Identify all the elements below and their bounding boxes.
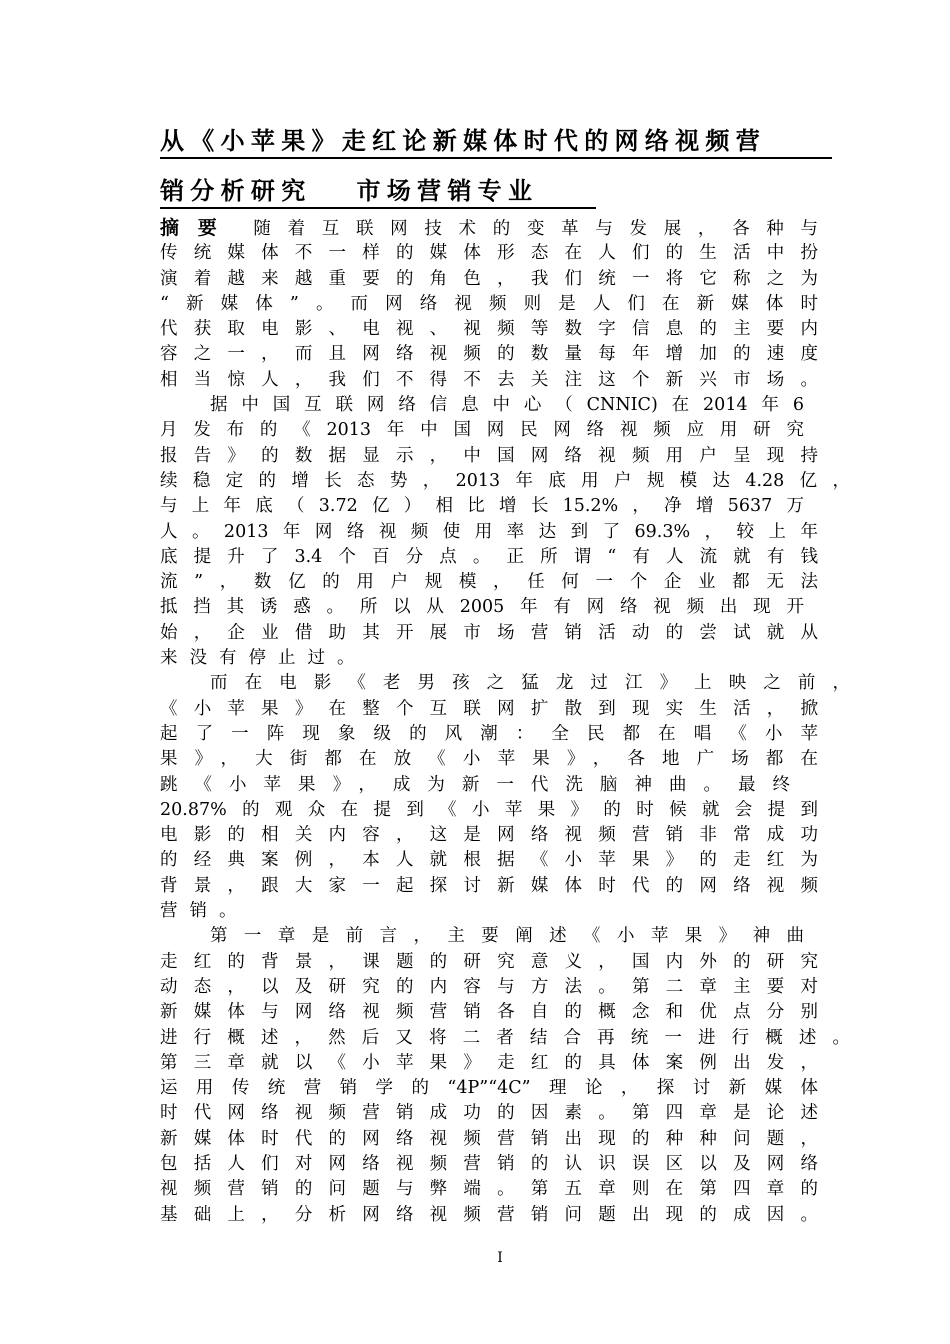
abstract-line: 人。2013年网络视频使用率达到了69.3%，较上年 xyxy=(160,521,818,542)
abstract-line: 营销。 xyxy=(160,901,249,922)
abstract-line: 代获取电影、电视、视频等数字信息的主要内 xyxy=(160,319,818,340)
abstract-line: 底提升了3.4个百分点。正所谓“有人流就有钱 xyxy=(160,546,818,567)
abstract-line: 抵挡其诱惑。所以从2005年有网络视频出现开 xyxy=(160,597,804,618)
abstract-line: 时代网络视频营销成功的因素。第四章是论述 xyxy=(160,1103,818,1124)
abstract-line: 续稳定的增长态势，2013年底用户规模达4.28亿， xyxy=(160,470,850,491)
abstract-line: 与上年底（3.72亿）相比增长15.2%，净增5637万 xyxy=(160,496,804,517)
abstract-line: 传统媒体不一样的媒体形态在人们的生活中扮 xyxy=(160,243,818,264)
abstract-line: 摘要 随着互联网技术的变革与发展，各种与 xyxy=(160,217,818,239)
abstract-label: 摘要 xyxy=(160,217,236,239)
abstract-line: 第一章是前言，主要阐述《小苹果》神曲 xyxy=(210,926,804,947)
abstract-line: 包括人们对网络视频营销的认识误区以及网络 xyxy=(160,1153,818,1174)
abstract-line: 据中国互联网络信息中心（CNNIC)在2014年6 xyxy=(210,395,804,416)
abstract-line: “新媒体”。而网络视频则是人们在新媒体时 xyxy=(160,293,818,314)
abstract-line: 月发布的《2013年中国网民网络视频应用研究 xyxy=(160,420,804,441)
abstract-line: 容之一，而且网络视频的数量每年增加的速度 xyxy=(160,344,818,365)
abstract-line: 视频营销的问题与弊端。第五章则在第四章的 xyxy=(160,1179,818,1200)
title-line-2: 销分析研究 市场营销专业 xyxy=(160,176,596,209)
abstract-line: 起了一阵现象级的风潮：全民都在唱《小苹 xyxy=(160,723,818,744)
abstract-line: 运用传统营销学的“4P”“4C”理论，探讨新媒体 xyxy=(160,1078,818,1099)
abstract-line: 基础上，分析网络视频营销问题出现的成因。 xyxy=(160,1204,818,1225)
abstract-line: 报告》的数据显示，中国网络视频用户呈现持 xyxy=(160,445,818,466)
abstract-line: 果》，大街都在放《小苹果》，各地广场都在 xyxy=(160,749,818,770)
abstract-line: 而在电影《老男孩之猛龙过江》上映之前， xyxy=(210,673,850,694)
abstract-line: 走红的背景，课题的研究意义，国内外的研究 xyxy=(160,951,818,972)
abstract-line: 的经典案例，本人就根据《小苹果》的走红为 xyxy=(160,850,818,871)
abstract-line: 始，企业借助其开展市场营销活动的尝试就从 xyxy=(160,622,818,643)
abstract-line: 电影的相关内容，这是网络视频营销非常成功 xyxy=(160,825,818,846)
abstract-line: 新媒体时代的网络视频营销出现的种种问题， xyxy=(160,1128,818,1149)
title-line-1: 从《小苹果》走红论新媒体时代的网络视频营 xyxy=(160,126,832,159)
abstract-line: 相当惊人，我们不得不去关注这个新兴市场。 xyxy=(160,369,818,390)
abstract-line: 新媒体与网络视频营销各自的概念和优点分别 xyxy=(160,1002,818,1023)
abstract-line: 来没有停止过。 xyxy=(160,648,367,669)
abstract-line: 动态，以及研究的内容与方法。第二章主要对 xyxy=(160,976,818,997)
abstract-line: 跳《小苹果》，成为新一代洗脑神曲。最终 xyxy=(160,774,790,795)
abstract-line: 《小苹果》在整个互联网扩散到现实生活，掀 xyxy=(160,698,818,719)
abstract-line: 第三章就以《小苹果》走红的具体案例出发， xyxy=(160,1052,818,1073)
abstract-line: 20.87%的观众在提到《小苹果》的时候就会提到 xyxy=(160,799,818,820)
abstract-line: 流”，数亿的用户规模，任何一个企业都无法 xyxy=(160,572,818,593)
abstract-line: 进行概述，然后又将二者结合再统一进行概述。 xyxy=(160,1027,850,1048)
abstract-line: 演着越来越重要的角色，我们统一将它称之为 xyxy=(160,268,818,289)
abstract-line: 背景，跟大家一起探讨新媒体时代的网络视频 xyxy=(160,875,818,896)
page-number: I xyxy=(497,1250,503,1266)
abstract-body xyxy=(160,216,850,1228)
